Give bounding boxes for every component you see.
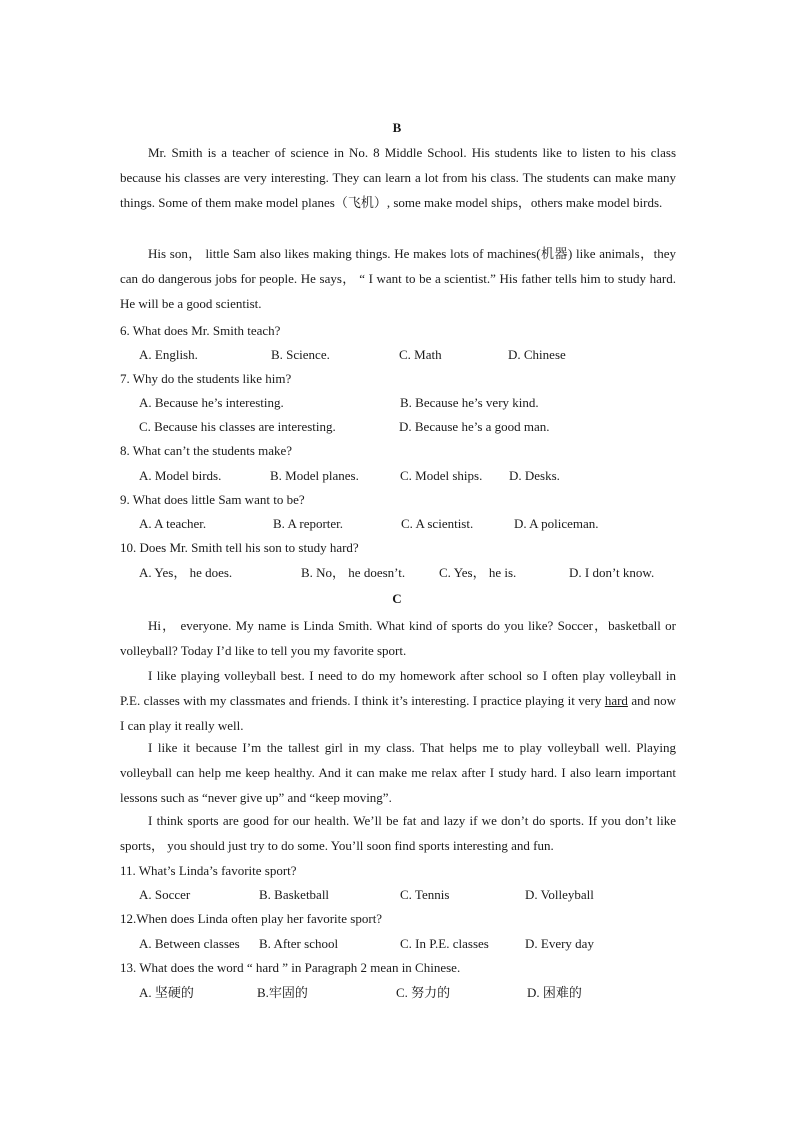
question-11-option-a: A. Soccer bbox=[139, 887, 191, 902]
passage-c-paragraph-2-text-start: I like playing volleyball best. I need to do my homework after school so I often play volleyball in P.E. classes with my classmates and friends. I think it’s interesting. I practice playing it very bbox=[120, 668, 676, 708]
question-7-option-a: A. Because he’s interesting. bbox=[139, 395, 284, 410]
question-7-option-c: C. Because his classes are interesting. bbox=[139, 419, 336, 434]
question-11-option-c: C. Tennis bbox=[400, 887, 450, 902]
question-9-option-d: D. A policeman. bbox=[514, 516, 599, 531]
question-12: 12.When does Linda often play her favorite sport? bbox=[120, 911, 383, 926]
question-8-option-c: C. Model ships. bbox=[400, 468, 483, 483]
question-10-option-b: B. No， he doesn’t. bbox=[301, 565, 406, 580]
passage-b-paragraph-2: His son， little Sam also likes making things. He makes lots of machines(机器) like animals，they can do dangerous jobs for people. He says， “ I want to be a scientist.” His father tells him to study hard. He will be a good scientist. bbox=[120, 246, 676, 311]
question-13-option-a: A. 坚硬的 bbox=[139, 985, 194, 1000]
question-13-option-d: D. 困难的 bbox=[527, 985, 582, 1000]
question-12-option-c: C. In P.E. classes bbox=[400, 936, 489, 951]
question-9-option-a: A. A teacher. bbox=[139, 516, 207, 531]
underlined-word-hard: hard bbox=[604, 693, 628, 708]
question-12-option-a: A. Between classes bbox=[139, 936, 240, 951]
question-10-option-a: A. Yes， he does. bbox=[139, 565, 233, 580]
question-7-option-b: B. Because he’s very kind. bbox=[400, 395, 539, 410]
question-11: 11. What’s Linda’s favorite sport? bbox=[120, 863, 297, 878]
question-9: 9. What does little Sam want to be? bbox=[120, 492, 305, 507]
passage-c-paragraph-4: I think sports are good for our health. We’ll be fat and lazy if we don’t do sports. If you don’t like sports， you should just try to do some. You’ll soon find sports interesting and fun. bbox=[120, 813, 676, 853]
question-6-option-a: A. English. bbox=[139, 347, 198, 362]
question-12-option-b: B. After school bbox=[259, 936, 339, 951]
question-8-option-a: A. Model birds. bbox=[139, 468, 222, 483]
question-8-option-b: B. Model planes. bbox=[270, 468, 359, 483]
question-9-option-c: C. A scientist. bbox=[401, 516, 474, 531]
question-10: 10. Does Mr. Smith tell his son to study hard? bbox=[120, 540, 359, 555]
question-12-option-d: D. Every day bbox=[525, 936, 594, 951]
question-6: 6. What does Mr. Smith teach? bbox=[120, 323, 281, 338]
passage-c-paragraph-1: Hi， everyone. My name is Linda Smith. What kind of sports do you like? Soccer，basketball or volleyball? Today I’d like to tell you my favorite sport. bbox=[120, 618, 676, 658]
question-8: 8. What can’t the students make? bbox=[120, 443, 293, 458]
passage-c-paragraph-3: I like it because I’m the tallest girl in my class. That helps me to play volleyball well. Playing volleyball can help me keep healthy. And it can make me relax after I study hard. I also learn important lessons such as “never give up” and “keep moving”. bbox=[120, 740, 676, 805]
question-8-option-d: D. Desks. bbox=[509, 468, 560, 483]
question-11-option-b: B. Basketball bbox=[259, 887, 330, 902]
question-13-option-b: B.牢固的 bbox=[257, 985, 308, 1000]
question-7-option-d: D. Because he’s a good man. bbox=[399, 419, 550, 434]
passage-b-paragraph-1: Mr. Smith is a teacher of science in No. 8 Middle School. His students like to listen to his class because his classes are very interesting. They can learn a lot from his class. The students can make many things. Some of them make model planes（飞机）, some make model ships，others make model birds. bbox=[120, 145, 676, 210]
passage-c-paragraph-2-text-end: and now I can play it really well. bbox=[120, 693, 676, 733]
question-11-option-d: D. Volleyball bbox=[525, 887, 594, 902]
question-6-option-b: B. Science. bbox=[271, 347, 330, 362]
question-6-option-d: D. Chinese bbox=[508, 347, 566, 362]
question-10-option-d: D. I don’t know. bbox=[569, 565, 655, 580]
question-6-option-c: C. Math bbox=[399, 347, 442, 362]
question-10-option-c: C. Yes， he is. bbox=[439, 565, 517, 580]
section-heading-c: C bbox=[392, 591, 402, 606]
question-9-option-b: B. A reporter. bbox=[273, 516, 344, 531]
question-13: 13. What does the word “ hard ” in Paragraph 2 mean in Chinese. bbox=[120, 960, 461, 975]
section-heading-b: B bbox=[392, 120, 402, 135]
question-13-option-c: C. 努力的 bbox=[396, 985, 451, 1000]
question-7: 7. Why do the students like him? bbox=[120, 371, 292, 386]
passage-c-paragraph-2 bbox=[120, 663, 676, 738]
